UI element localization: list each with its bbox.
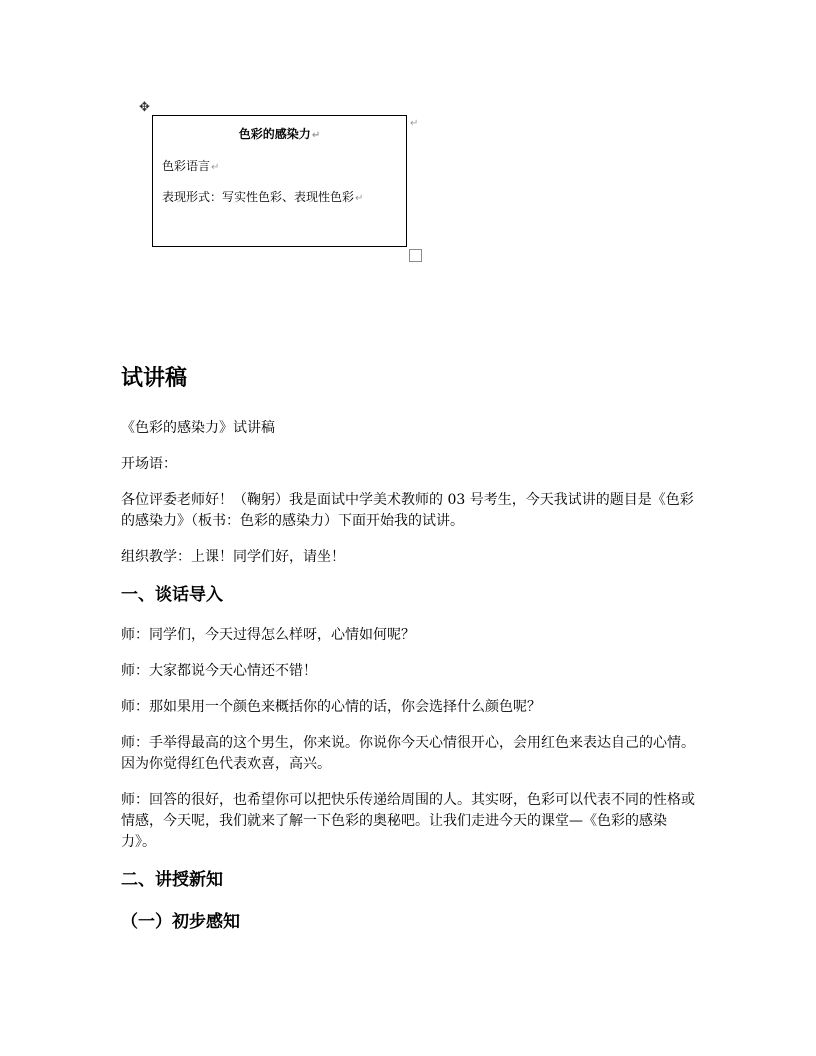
blackboard-plan-table[interactable] [152,115,407,247]
paragraph-teacher-line: 师：那如果用一个颜色来概括你的心情的话，你会选择什么颜色呢？ [121,699,541,715]
board-title [153,126,406,144]
board-line-language [162,158,219,176]
paragraph-class-organization: 组织教学：上课！同学们好，请坐！ [121,549,345,565]
paragraph-greeting: 各位评委老师好！（鞠躬）我是面试中学美术教师的 03 号考生，今天我试讲的题目是《色彩的感染力》（板书：色彩的感染力）下面开始我的试讲。 [121,492,694,529]
paragraph-mark-icon: ↵ [211,162,220,173]
row-end-mark-icon: ↵ [410,118,419,129]
section-heading-intro: 一、谈话导入 [121,585,223,605]
table-move-handle-icon[interactable]: ✥ [139,100,150,115]
paragraph-mark-icon: ↵ [311,130,321,141]
paragraph-teacher-line: 师：大家都说今天心情还不错！ [121,663,317,679]
document-title: 试讲稿 [121,366,188,391]
board-line-language-text: 色彩语言 [162,159,211,173]
paragraph-opening-label: 开场语： [121,456,177,472]
paragraph-lecture-title: 《色彩的感染力》试讲稿 [121,420,275,436]
board-line-forms [162,189,363,207]
paragraph-teacher-line: 师：回答的很好，也希望你可以把快乐传递给周围的人。其实呀，色彩可以代表不同的性格或情感，今天呢，我们就来了解一下色彩的奥秘吧。让我们走进今天的课堂—《色彩的感染力》。 [121,792,695,850]
table-resize-handle[interactable] [409,249,422,262]
board-line-forms-text: 表现形式：写实性色彩、表现性色彩 [162,190,355,204]
document-body [121,364,701,946]
subsection-heading-first-perception: （一）初步感知 [121,912,240,932]
paragraph-teacher-line: 师：手举得最高的这个男生，你来说。你说你今天心情很开心，会用红色来表达自己的心情。因为你觉得红色代表欢喜，高兴。 [121,735,695,772]
paragraph-teacher-line: 师：同学们，今天过得怎么样呀，心情如何呢？ [121,627,415,643]
section-heading-new-knowledge: 二、讲授新知 [121,870,223,890]
paragraph-mark-icon: ↵ [355,193,364,204]
board-title-text: 色彩的感染力 [238,127,311,141]
